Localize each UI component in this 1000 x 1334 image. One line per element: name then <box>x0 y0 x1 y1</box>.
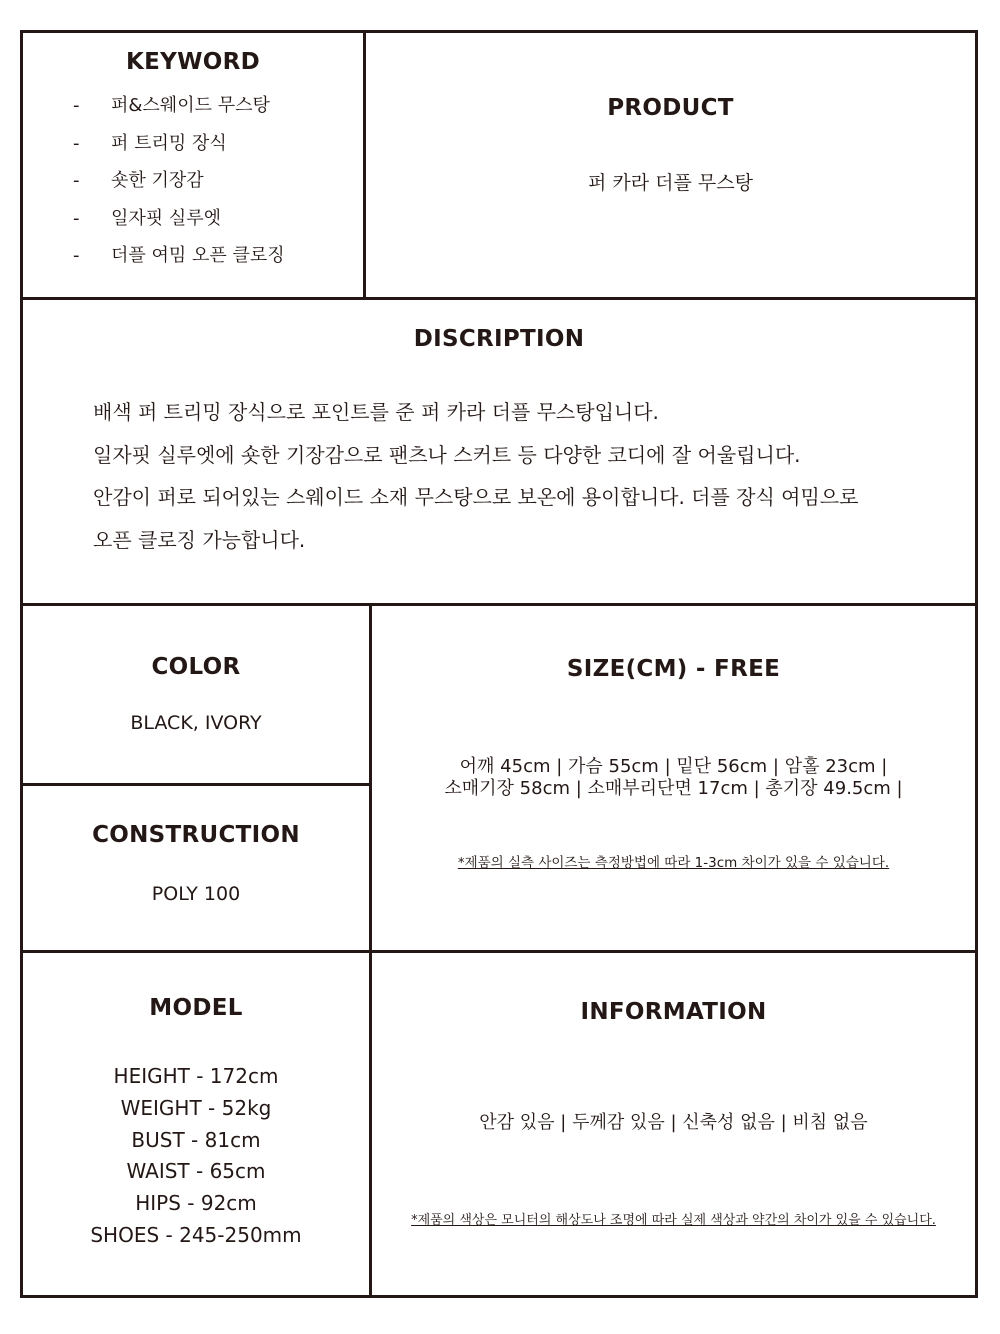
bullet-dash: - <box>73 207 80 229</box>
keyword-item <box>73 245 285 283</box>
information-title: INFORMATION <box>580 999 767 1025</box>
keyword-text: 더플 여밈 오픈 클로징 <box>111 245 285 266</box>
keyword-list <box>73 95 285 283</box>
model-spec-weight: WEIGHT - 52kg <box>120 1095 272 1120</box>
description-line: 오픈 클로징 가능합니다. <box>93 527 306 552</box>
size-section <box>372 606 975 950</box>
keyword-item <box>73 170 285 208</box>
bullet-dash: - <box>73 95 80 116</box>
size-disclaimer: *제품의 실측 사이즈는 측정방법에 따라 1-3cm 차이가 있을 수 있습니다. <box>457 855 890 871</box>
size-measurements-line-1: 어깨 45cm | 가슴 55cm | 밑단 56cm | 암홀 23cm | <box>459 756 888 777</box>
model-spec-shoes: SHOES - 245-250mm <box>90 1222 302 1247</box>
bullet-dash: - <box>73 245 80 266</box>
information-disclaimer: *제품의 색상은 모니터의 해상도나 조명에 따라 실제 색상과 약간의 차이가 있을 수 있습니다. <box>411 1213 936 1228</box>
product-section <box>366 33 975 297</box>
information-section <box>372 953 975 1295</box>
model-spec-waist: WAIST - 65cm <box>126 1159 266 1184</box>
model-title: MODEL <box>149 995 243 1021</box>
construction-title: CONSTRUCTION <box>92 822 300 848</box>
model-specs <box>23 1064 369 1255</box>
description-section <box>23 300 975 603</box>
description-line: 일자핏 실루엣에 숏한 기장감으로 팬츠나 스커트 등 다양한 코디에 잘 어울립니다. <box>93 442 801 467</box>
keyword-text: 일자핏 실루엣 <box>111 207 222 229</box>
color-value: BLACK, IVORY <box>130 712 262 734</box>
information-features: 안감 있음 | 두께감 있음 | 신축성 없음 | 비침 없음 <box>479 1112 868 1133</box>
product-title: PRODUCT <box>607 95 734 121</box>
description-line: 배색 퍼 트리밍 장식으로 포인트를 준 퍼 카라 더플 무스탕입니다. <box>93 400 659 424</box>
keyword-item <box>73 208 285 246</box>
keyword-text: 퍼 트리밍 장식 <box>111 132 227 154</box>
keyword-item <box>73 95 285 133</box>
keyword-section <box>23 33 363 297</box>
description-line: 안감이 퍼로 되어있는 스웨이드 소재 무스탕으로 보온에 용이합니다. 더플 장식 여밈으로 <box>93 485 859 509</box>
bullet-dash: - <box>73 170 80 191</box>
description-body <box>93 400 858 570</box>
keyword-text: 숏한 기장감 <box>111 170 204 191</box>
construction-section <box>23 786 369 950</box>
model-spec-hips: HIPS - 92cm <box>135 1191 257 1216</box>
size-title: SIZE(CM) - FREE <box>566 656 781 682</box>
model-spec-bust: BUST - 81cm <box>131 1127 261 1152</box>
construction-value: POLY 100 <box>151 883 241 905</box>
color-title: COLOR <box>151 654 241 680</box>
bullet-dash: - <box>73 132 80 154</box>
product-name: 퍼 카라 더플 무스탕 <box>588 172 753 194</box>
size-measurements-line-2: 소매기장 58cm | 소매부리단면 17cm | 총기장 49.5cm | <box>444 778 903 799</box>
model-spec-height: HEIGHT - 172cm <box>113 1064 279 1088</box>
color-section <box>23 606 369 783</box>
description-title: DISCRIPTION <box>413 326 585 352</box>
keyword-text: 퍼&스웨이드 무스탕 <box>111 95 270 116</box>
model-section <box>23 953 369 1295</box>
keyword-item <box>73 133 285 171</box>
keyword-title: KEYWORD <box>125 49 260 75</box>
